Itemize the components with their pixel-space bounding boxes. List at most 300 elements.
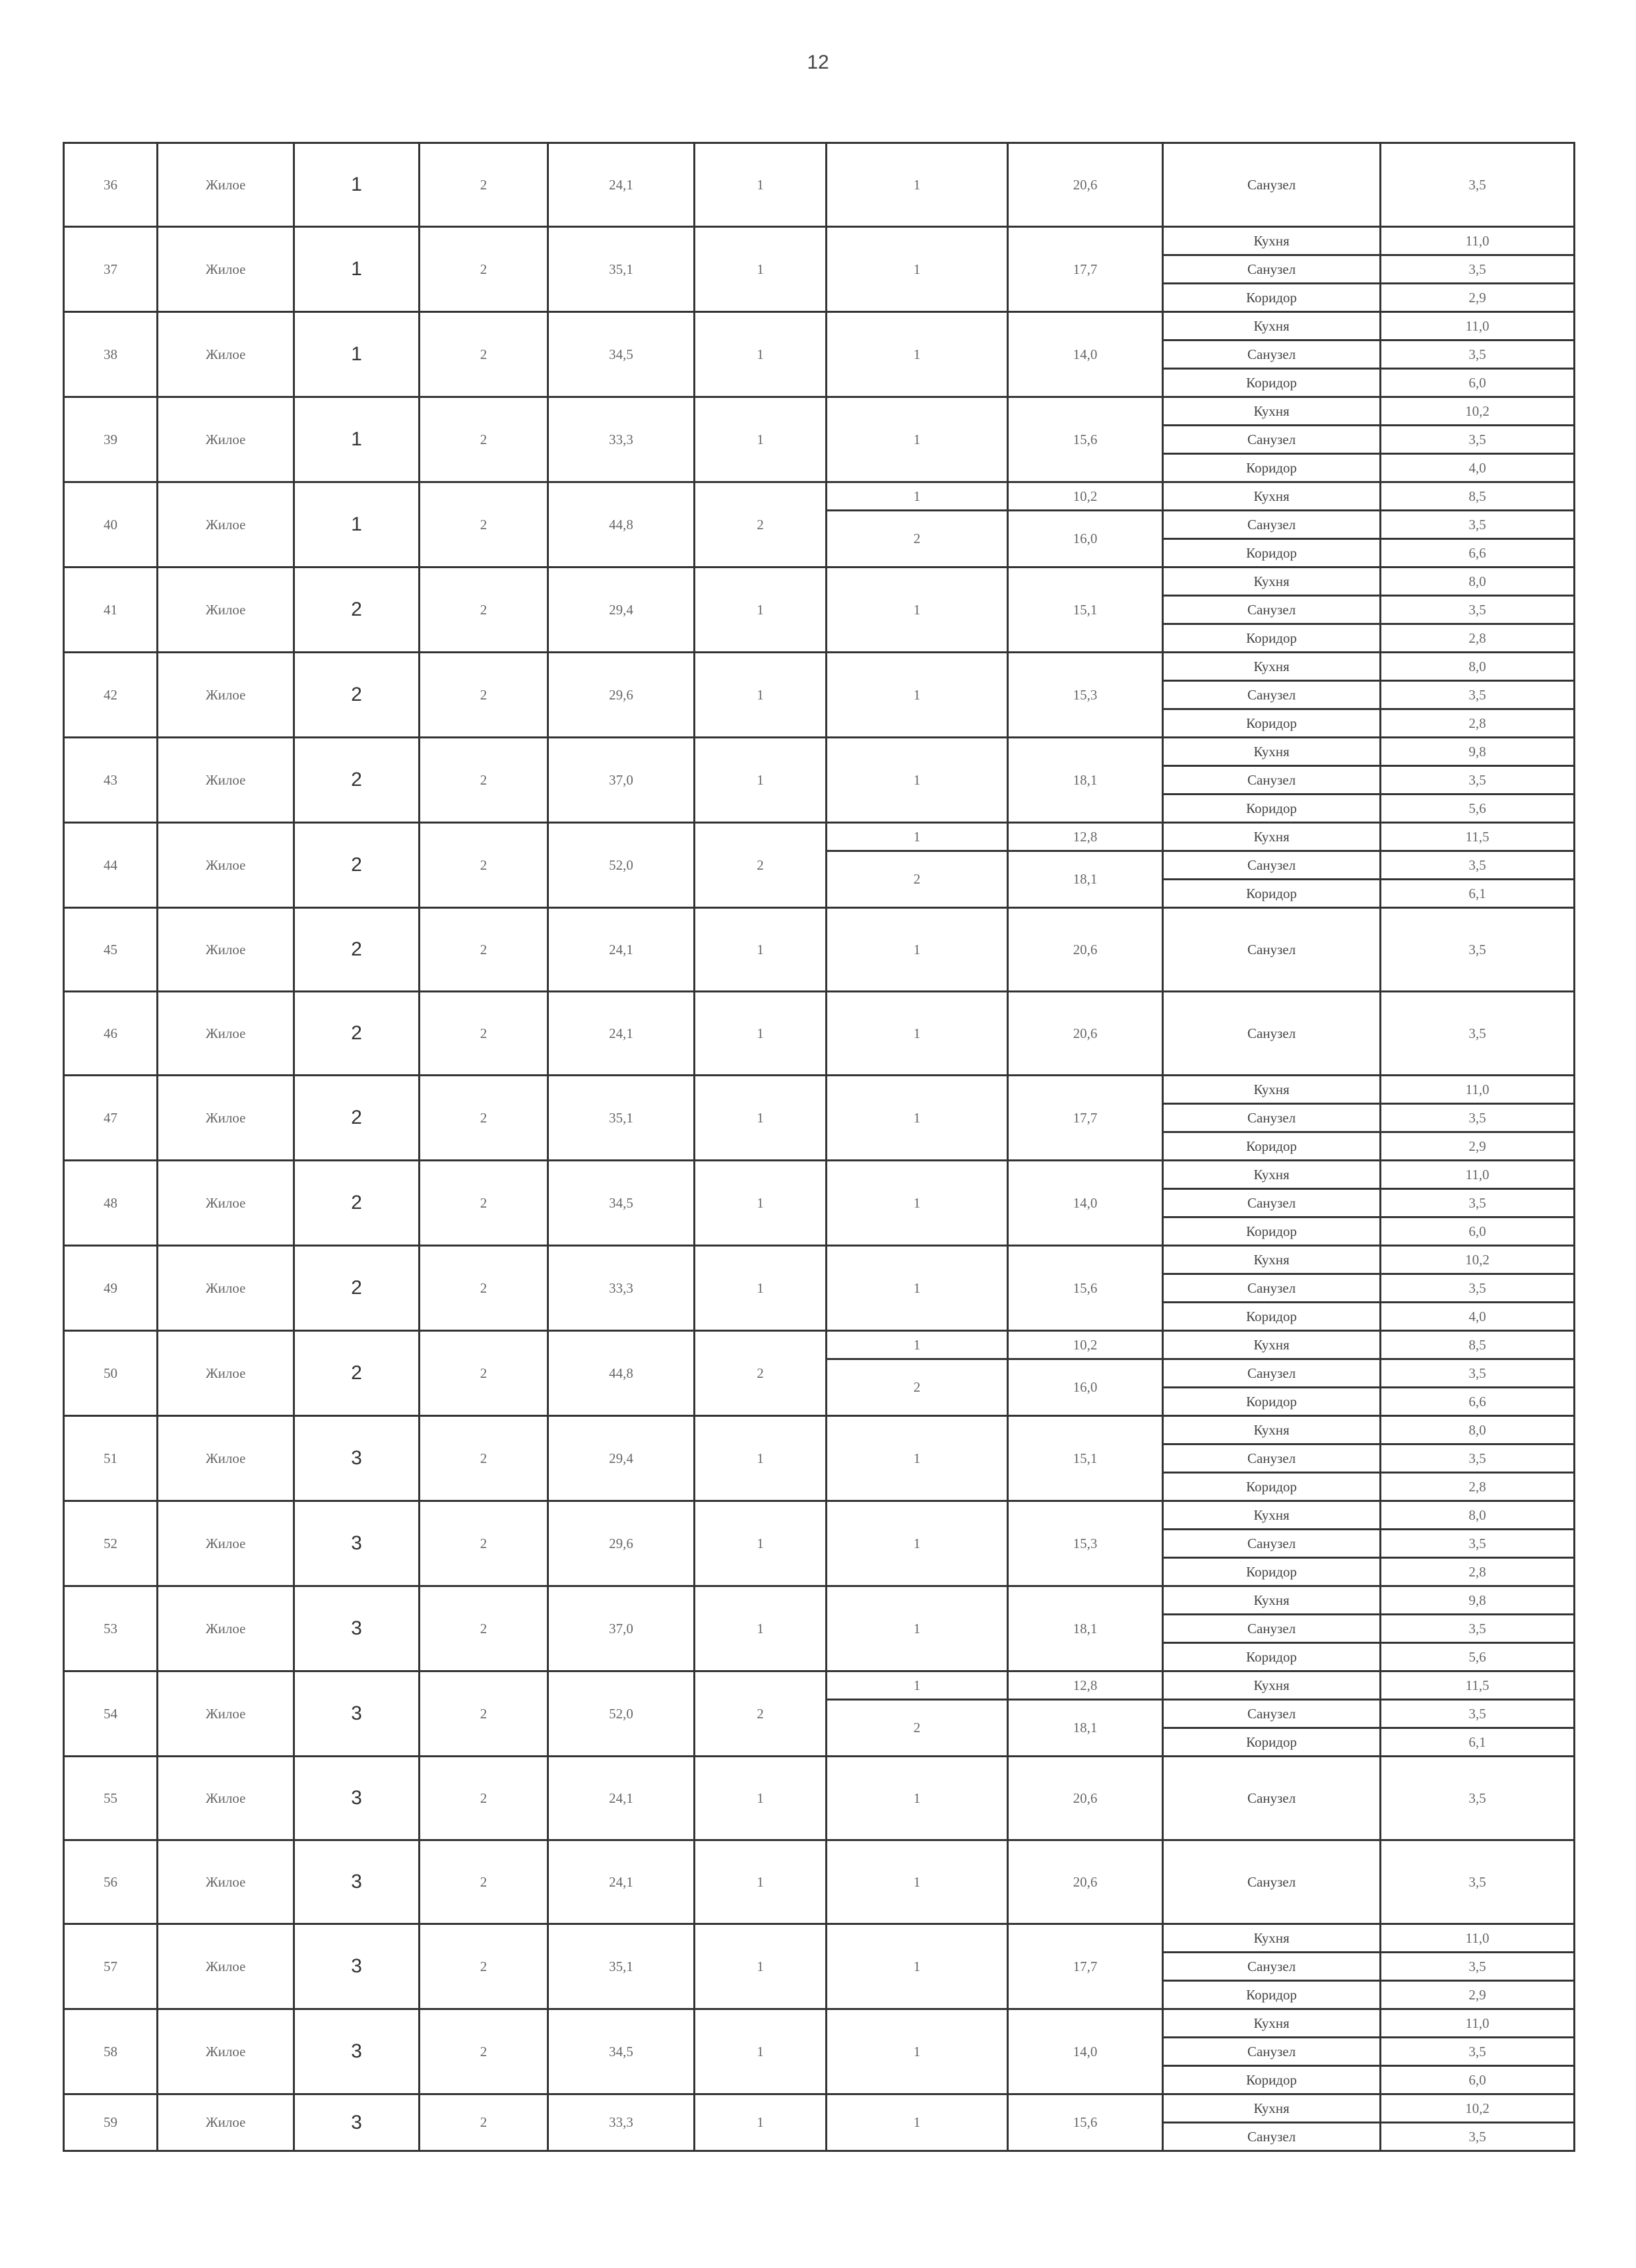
column-4-cell: 2 (420, 2094, 548, 2151)
aux-room-area-cell: 6,1 (1381, 1728, 1575, 1757)
living-room-index-cell: 1 (827, 567, 1008, 653)
living-room-index-cell: 1 (827, 1840, 1008, 1924)
aux-room-name-cell: Санузел (1163, 1104, 1381, 1132)
column-4-cell: 2 (420, 1757, 548, 1840)
apartment-number-cell: 48 (64, 1161, 158, 1246)
living-room-index-cell: 1 (827, 1331, 1008, 1359)
column-4-cell: 2 (420, 312, 548, 397)
living-room-area-cell: 12,8 (1008, 1671, 1163, 1700)
table-row (64, 1246, 1575, 1274)
living-room-index-cell: 2 (827, 1359, 1008, 1416)
aux-room-name-cell: Санузел (1163, 1840, 1381, 1924)
aux-room-area-cell: 11,0 (1381, 1924, 1575, 1953)
aux-room-name-cell: Коридор (1163, 1473, 1381, 1501)
living-room-area-cell: 12,8 (1008, 823, 1163, 851)
column-4-cell: 2 (420, 992, 548, 1076)
aux-room-area-cell: 6,0 (1381, 2066, 1575, 2094)
apartment-number-cell: 49 (64, 1246, 158, 1331)
living-room-area-cell: 16,0 (1008, 1359, 1163, 1416)
aux-room-area-cell: 6,6 (1381, 539, 1575, 567)
apartment-type-cell: Жилое (158, 1757, 294, 1840)
aux-room-name-cell: Санузел (1163, 1359, 1381, 1388)
total-area-cell: 35,1 (548, 227, 695, 312)
aux-room-area-cell: 10,2 (1381, 2094, 1575, 2123)
aux-room-area-cell: 6,0 (1381, 369, 1575, 397)
room-count-cell: 1 (695, 1586, 827, 1671)
living-room-area-cell: 14,0 (1008, 1161, 1163, 1246)
apartment-type-cell: Жилое (158, 1161, 294, 1246)
aux-room-area-cell: 6,6 (1381, 1388, 1575, 1416)
aux-room-name-cell: Санузел (1163, 766, 1381, 794)
floor-cell: 3 (294, 1840, 420, 1924)
total-area-cell: 35,1 (548, 1924, 695, 2009)
floor-cell: 3 (294, 1757, 420, 1840)
apartment-number-cell: 37 (64, 227, 158, 312)
apartment-number-cell: 51 (64, 1416, 158, 1501)
column-4-cell: 2 (420, 482, 548, 567)
apartment-number-cell: 55 (64, 1757, 158, 1840)
apartment-number-cell: 36 (64, 143, 158, 227)
apartment-number-cell: 39 (64, 397, 158, 482)
room-count-cell: 2 (695, 823, 827, 908)
room-count-cell: 1 (695, 1840, 827, 1924)
living-room-index-cell: 2 (827, 511, 1008, 567)
aux-room-area-cell: 3,5 (1381, 1530, 1575, 1558)
aux-room-name-cell: Кухня (1163, 1501, 1381, 1530)
column-4-cell: 2 (420, 397, 548, 482)
column-4-cell: 2 (420, 1501, 548, 1586)
column-4-cell: 2 (420, 143, 548, 227)
column-4-cell: 2 (420, 1671, 548, 1757)
room-count-cell: 1 (695, 1501, 827, 1586)
total-area-cell: 24,1 (548, 1840, 695, 1924)
aux-room-name-cell: Кухня (1163, 1586, 1381, 1615)
living-room-index-cell: 1 (827, 1757, 1008, 1840)
floor-cell: 3 (294, 1586, 420, 1671)
floor-cell: 3 (294, 1671, 420, 1757)
aux-room-area-cell: 3,5 (1381, 596, 1575, 624)
floor-cell: 2 (294, 567, 420, 653)
apartment-type-cell: Жилое (158, 397, 294, 482)
column-4-cell: 2 (420, 1924, 548, 2009)
aux-room-area-cell: 9,8 (1381, 1586, 1575, 1615)
aux-room-name-cell: Коридор (1163, 1558, 1381, 1586)
table-row (64, 992, 1575, 1076)
floor-cell: 3 (294, 2009, 420, 2094)
living-room-area-cell: 15,6 (1008, 397, 1163, 482)
room-count-cell: 1 (695, 653, 827, 738)
living-room-area-cell: 17,7 (1008, 1076, 1163, 1161)
total-area-cell: 24,1 (548, 1757, 695, 1840)
living-room-index-cell: 1 (827, 1501, 1008, 1586)
aux-room-name-cell: Кухня (1163, 1331, 1381, 1359)
living-room-index-cell: 1 (827, 1416, 1008, 1501)
aux-room-name-cell: Коридор (1163, 369, 1381, 397)
aux-room-name-cell: Коридор (1163, 2066, 1381, 2094)
apartment-type-cell: Жилое (158, 1076, 294, 1161)
aux-room-name-cell: Кухня (1163, 1924, 1381, 1953)
aux-room-area-cell: 3,5 (1381, 1953, 1575, 1981)
apartment-type-cell: Жилое (158, 1416, 294, 1501)
aux-room-area-cell: 3,5 (1381, 1189, 1575, 1217)
aux-room-area-cell: 10,2 (1381, 1246, 1575, 1274)
floor-cell: 1 (294, 143, 420, 227)
living-room-area-cell: 20,6 (1008, 908, 1163, 992)
table-row (64, 227, 1575, 255)
aux-room-name-cell: Кухня (1163, 823, 1381, 851)
apartment-number-cell: 44 (64, 823, 158, 908)
aux-room-name-cell: Санузел (1163, 2123, 1381, 2151)
aux-room-area-cell: 2,9 (1381, 284, 1575, 312)
aux-room-name-cell: Коридор (1163, 454, 1381, 482)
living-room-index-cell: 2 (827, 1700, 1008, 1757)
aux-room-name-cell: Санузел (1163, 851, 1381, 880)
column-4-cell: 2 (420, 908, 548, 992)
floor-cell: 2 (294, 653, 420, 738)
room-count-cell: 1 (695, 1924, 827, 2009)
table-row (64, 1161, 1575, 1189)
column-4-cell: 2 (420, 1076, 548, 1161)
apartment-type-cell: Жилое (158, 823, 294, 908)
aux-room-area-cell: 3,5 (1381, 511, 1575, 539)
table-row (64, 738, 1575, 766)
room-count-cell: 1 (695, 1246, 827, 1331)
floor-cell: 2 (294, 992, 420, 1076)
aux-room-area-cell: 3,5 (1381, 1104, 1575, 1132)
aux-room-name-cell: Кухня (1163, 312, 1381, 340)
total-area-cell: 52,0 (548, 1671, 695, 1757)
total-area-cell: 29,4 (548, 1416, 695, 1501)
aux-room-area-cell: 3,5 (1381, 1274, 1575, 1303)
column-4-cell: 2 (420, 1246, 548, 1331)
apartment-type-cell: Жилое (158, 143, 294, 227)
aux-room-name-cell: Коридор (1163, 1643, 1381, 1671)
aux-room-name-cell: Санузел (1163, 2038, 1381, 2066)
living-room-index-cell: 1 (827, 2009, 1008, 2094)
total-area-cell: 24,1 (548, 908, 695, 992)
table-row (64, 567, 1575, 596)
aux-room-name-cell: Санузел (1163, 255, 1381, 284)
apartment-type-cell: Жилое (158, 2094, 294, 2151)
page-number: 12 (807, 51, 829, 73)
apartment-type-cell: Жилое (158, 1840, 294, 1924)
aux-room-name-cell: Кухня (1163, 482, 1381, 511)
column-4-cell: 2 (420, 567, 548, 653)
aux-room-area-cell: 3,5 (1381, 1444, 1575, 1473)
apartment-number-cell: 38 (64, 312, 158, 397)
room-count-cell: 1 (695, 908, 827, 992)
aux-room-name-cell: Коридор (1163, 1217, 1381, 1246)
room-count-cell: 1 (695, 2094, 827, 2151)
room-count-cell: 1 (695, 397, 827, 482)
aux-room-name-cell: Санузел (1163, 1189, 1381, 1217)
aux-room-name-cell: Коридор (1163, 709, 1381, 738)
living-room-index-cell: 1 (827, 2094, 1008, 2151)
apartment-type-cell: Жилое (158, 1586, 294, 1671)
aux-room-area-cell: 5,6 (1381, 1643, 1575, 1671)
living-room-area-cell: 18,1 (1008, 851, 1163, 908)
aux-room-area-cell: 2,9 (1381, 1132, 1575, 1161)
total-area-cell: 34,5 (548, 312, 695, 397)
living-room-area-cell: 18,1 (1008, 1700, 1163, 1757)
total-area-cell: 29,6 (548, 653, 695, 738)
aux-room-name-cell: Кухня (1163, 1076, 1381, 1104)
apartment-type-cell: Жилое (158, 1246, 294, 1331)
room-count-cell: 1 (695, 2009, 827, 2094)
aux-room-name-cell: Коридор (1163, 539, 1381, 567)
room-count-cell: 1 (695, 143, 827, 227)
aux-room-name-cell: Кухня (1163, 2094, 1381, 2123)
aux-room-area-cell: 4,0 (1381, 454, 1575, 482)
aux-room-name-cell: Санузел (1163, 1444, 1381, 1473)
total-area-cell: 34,5 (548, 1161, 695, 1246)
column-4-cell: 2 (420, 1331, 548, 1416)
aux-room-area-cell: 3,5 (1381, 681, 1575, 709)
floor-cell: 2 (294, 908, 420, 992)
table-row (64, 2094, 1575, 2123)
room-count-cell: 1 (695, 567, 827, 653)
aux-room-area-cell: 3,5 (1381, 1700, 1575, 1728)
aux-room-name-cell: Кухня (1163, 227, 1381, 255)
apartment-type-cell: Жилое (158, 482, 294, 567)
total-area-cell: 29,6 (548, 1501, 695, 1586)
aux-room-area-cell: 2,8 (1381, 1473, 1575, 1501)
aux-room-area-cell: 2,9 (1381, 1981, 1575, 2009)
floor-cell: 3 (294, 1924, 420, 2009)
apartment-type-cell: Жилое (158, 2009, 294, 2094)
aux-room-area-cell: 3,5 (1381, 851, 1575, 880)
column-4-cell: 2 (420, 653, 548, 738)
living-room-area-cell: 15,6 (1008, 2094, 1163, 2151)
aux-room-area-cell: 6,0 (1381, 1217, 1575, 1246)
table-row (64, 397, 1575, 426)
aux-room-name-cell: Коридор (1163, 1728, 1381, 1757)
living-room-index-cell: 1 (827, 1076, 1008, 1161)
floor-cell: 2 (294, 1161, 420, 1246)
table-row (64, 653, 1575, 681)
aux-room-area-cell: 11,0 (1381, 312, 1575, 340)
aux-room-name-cell: Коридор (1163, 880, 1381, 908)
living-room-index-cell: 1 (827, 482, 1008, 511)
table-row (64, 1416, 1575, 1444)
living-room-index-cell: 1 (827, 1586, 1008, 1671)
aux-room-area-cell: 4,0 (1381, 1303, 1575, 1331)
living-room-area-cell: 17,7 (1008, 227, 1163, 312)
aux-room-area-cell: 8,0 (1381, 567, 1575, 596)
living-room-index-cell: 1 (827, 143, 1008, 227)
aux-room-area-cell: 3,5 (1381, 1615, 1575, 1643)
room-count-cell: 1 (695, 227, 827, 312)
aux-room-area-cell: 3,5 (1381, 1840, 1575, 1924)
aux-room-name-cell: Санузел (1163, 1615, 1381, 1643)
floor-cell: 1 (294, 482, 420, 567)
apartment-number-cell: 43 (64, 738, 158, 823)
aux-room-name-cell: Санузел (1163, 681, 1381, 709)
aux-room-name-cell: Кухня (1163, 653, 1381, 681)
room-count-cell: 2 (695, 1331, 827, 1416)
apartment-type-cell: Жилое (158, 1924, 294, 2009)
apartment-number-cell: 52 (64, 1501, 158, 1586)
table-row (64, 1501, 1575, 1530)
aux-room-name-cell: Коридор (1163, 1303, 1381, 1331)
total-area-cell: 37,0 (548, 1586, 695, 1671)
apartment-type-cell: Жилое (158, 653, 294, 738)
aux-room-name-cell: Санузел (1163, 1953, 1381, 1981)
aux-room-name-cell: Кухня (1163, 1416, 1381, 1444)
total-area-cell: 52,0 (548, 823, 695, 908)
aux-room-area-cell: 11,0 (1381, 227, 1575, 255)
floor-cell: 2 (294, 1331, 420, 1416)
floor-cell: 1 (294, 312, 420, 397)
living-room-index-cell: 1 (827, 312, 1008, 397)
living-room-area-cell: 15,6 (1008, 1246, 1163, 1331)
aux-room-name-cell: Коридор (1163, 624, 1381, 653)
apartment-table-body (64, 143, 1575, 2151)
living-room-area-cell: 15,1 (1008, 1416, 1163, 1501)
apartment-type-cell: Жилое (158, 227, 294, 312)
table-row (64, 312, 1575, 340)
aux-room-area-cell: 11,5 (1381, 823, 1575, 851)
living-room-area-cell: 20,6 (1008, 1757, 1163, 1840)
apartment-number-cell: 54 (64, 1671, 158, 1757)
apartment-number-cell: 58 (64, 2009, 158, 2094)
living-room-area-cell: 10,2 (1008, 1331, 1163, 1359)
room-count-cell: 1 (695, 992, 827, 1076)
living-room-index-cell: 1 (827, 738, 1008, 823)
aux-room-area-cell: 3,5 (1381, 992, 1575, 1076)
aux-room-name-cell: Кухня (1163, 2009, 1381, 2038)
aux-room-area-cell: 3,5 (1381, 426, 1575, 454)
room-count-cell: 1 (695, 1076, 827, 1161)
living-room-area-cell: 15,3 (1008, 653, 1163, 738)
table-row (64, 1924, 1575, 1953)
aux-room-name-cell: Санузел (1163, 1757, 1381, 1840)
living-room-index-cell: 1 (827, 1671, 1008, 1700)
aux-room-name-cell: Санузел (1163, 992, 1381, 1076)
total-area-cell: 24,1 (548, 143, 695, 227)
aux-room-name-cell: Коридор (1163, 1981, 1381, 2009)
aux-room-area-cell: 3,5 (1381, 1359, 1575, 1388)
aux-room-name-cell: Санузел (1163, 908, 1381, 992)
apartment-number-cell: 47 (64, 1076, 158, 1161)
aux-room-area-cell: 11,0 (1381, 1076, 1575, 1104)
living-room-index-cell: 1 (827, 908, 1008, 992)
floor-cell: 2 (294, 823, 420, 908)
table-row (64, 1331, 1575, 1359)
column-4-cell: 2 (420, 1161, 548, 1246)
aux-room-name-cell: Кухня (1163, 567, 1381, 596)
aux-room-name-cell: Санузел (1163, 1530, 1381, 1558)
aux-room-name-cell: Кухня (1163, 1246, 1381, 1274)
aux-room-name-cell: Санузел (1163, 511, 1381, 539)
total-area-cell: 44,8 (548, 1331, 695, 1416)
room-count-cell: 1 (695, 1416, 827, 1501)
living-room-index-cell: 1 (827, 1924, 1008, 2009)
table-row (64, 1586, 1575, 1615)
living-room-area-cell: 16,0 (1008, 511, 1163, 567)
aux-room-name-cell: Коридор (1163, 284, 1381, 312)
column-4-cell: 2 (420, 2009, 548, 2094)
aux-room-area-cell: 3,5 (1381, 1757, 1575, 1840)
aux-room-area-cell: 3,5 (1381, 255, 1575, 284)
table-row (64, 1757, 1575, 1840)
living-room-index-cell: 1 (827, 1246, 1008, 1331)
total-area-cell: 37,0 (548, 738, 695, 823)
aux-room-area-cell: 5,6 (1381, 794, 1575, 823)
aux-room-name-cell: Кухня (1163, 738, 1381, 766)
apartment-number-cell: 46 (64, 992, 158, 1076)
total-area-cell: 24,1 (548, 992, 695, 1076)
floor-cell: 3 (294, 1501, 420, 1586)
room-count-cell: 1 (695, 738, 827, 823)
apartment-number-cell: 45 (64, 908, 158, 992)
room-count-cell: 1 (695, 1757, 827, 1840)
living-room-area-cell: 14,0 (1008, 2009, 1163, 2094)
aux-room-area-cell: 9,8 (1381, 738, 1575, 766)
aux-room-name-cell: Кухня (1163, 1161, 1381, 1189)
living-room-index-cell: 1 (827, 397, 1008, 482)
aux-room-name-cell: Коридор (1163, 1132, 1381, 1161)
apartment-type-cell: Жилое (158, 738, 294, 823)
total-area-cell: 33,3 (548, 1246, 695, 1331)
column-4-cell: 2 (420, 1416, 548, 1501)
column-4-cell: 2 (420, 738, 548, 823)
apartment-type-cell: Жилое (158, 992, 294, 1076)
floor-cell: 1 (294, 227, 420, 312)
apartment-type-cell: Жилое (158, 908, 294, 992)
living-room-index-cell: 2 (827, 851, 1008, 908)
total-area-cell: 33,3 (548, 397, 695, 482)
column-4-cell: 2 (420, 227, 548, 312)
floor-cell: 2 (294, 1076, 420, 1161)
room-count-cell: 1 (695, 1161, 827, 1246)
table-row (64, 2009, 1575, 2038)
aux-room-area-cell: 8,0 (1381, 1416, 1575, 1444)
apartment-number-cell: 40 (64, 482, 158, 567)
living-room-area-cell: 20,6 (1008, 992, 1163, 1076)
floor-cell: 3 (294, 1416, 420, 1501)
aux-room-area-cell: 11,0 (1381, 1161, 1575, 1189)
aux-room-area-cell: 3,5 (1381, 2123, 1575, 2151)
total-area-cell: 44,8 (548, 482, 695, 567)
aux-room-area-cell: 8,0 (1381, 1501, 1575, 1530)
room-count-cell: 1 (695, 312, 827, 397)
floor-cell: 1 (294, 397, 420, 482)
living-room-area-cell: 18,1 (1008, 1586, 1163, 1671)
living-room-area-cell: 18,1 (1008, 738, 1163, 823)
apartment-number-cell: 53 (64, 1586, 158, 1671)
aux-room-area-cell: 8,5 (1381, 482, 1575, 511)
aux-room-area-cell: 2,8 (1381, 1558, 1575, 1586)
aux-room-area-cell: 10,2 (1381, 397, 1575, 426)
apartment-type-cell: Жилое (158, 567, 294, 653)
aux-room-area-cell: 3,5 (1381, 340, 1575, 369)
room-count-cell: 2 (695, 482, 827, 567)
table-row (64, 1076, 1575, 1104)
aux-room-name-cell: Кухня (1163, 397, 1381, 426)
total-area-cell: 34,5 (548, 2009, 695, 2094)
total-area-cell: 29,4 (548, 567, 695, 653)
aux-room-name-cell: Коридор (1163, 1388, 1381, 1416)
table-row (64, 1840, 1575, 1924)
apartment-number-cell: 42 (64, 653, 158, 738)
aux-room-area-cell: 8,0 (1381, 653, 1575, 681)
total-area-cell: 35,1 (548, 1076, 695, 1161)
table-row (64, 823, 1575, 851)
living-room-area-cell: 20,6 (1008, 1840, 1163, 1924)
aux-room-area-cell: 3,5 (1381, 908, 1575, 992)
living-room-index-cell: 1 (827, 823, 1008, 851)
